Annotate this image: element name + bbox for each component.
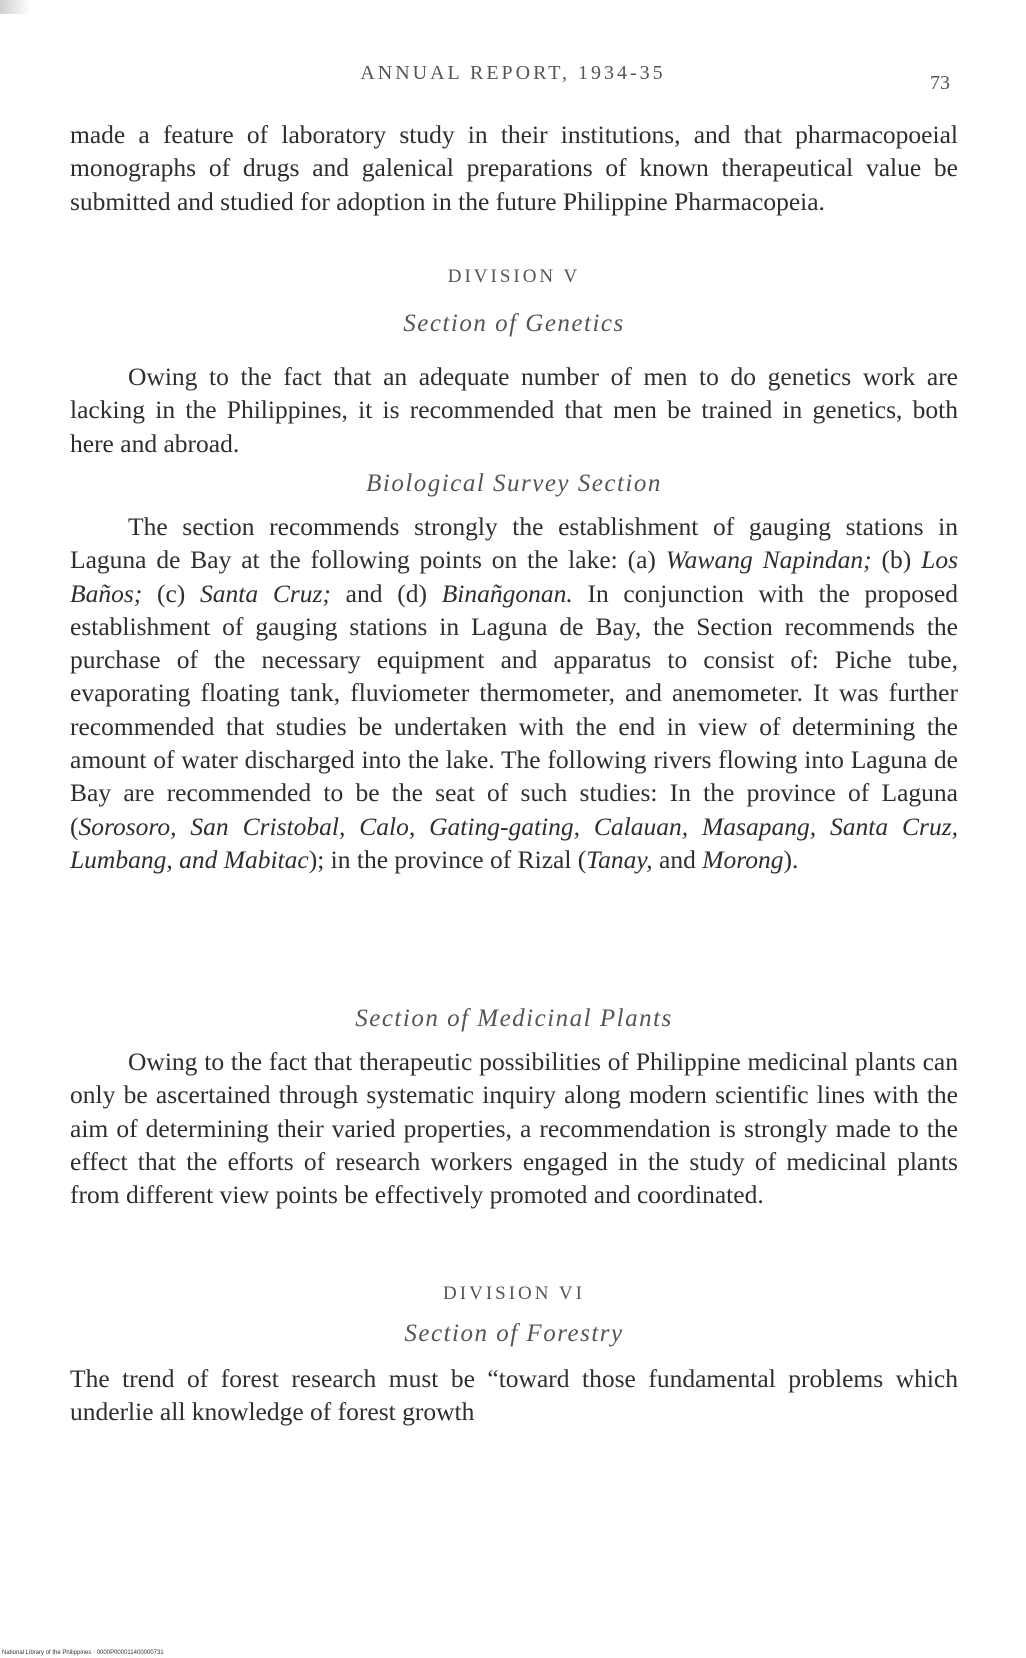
text-run: (c) [142, 578, 201, 608]
paragraph-3 [70, 510, 958, 876]
text-run: (b) [871, 545, 922, 575]
text-run: and (d) [330, 578, 442, 608]
place-name: Santa Cruz; [200, 578, 331, 608]
place-name: Binañgonan. [441, 578, 573, 608]
running-head: ANNUAL REPORT, 1934-35 [360, 62, 666, 84]
division-heading: DIVISION VI [443, 1283, 585, 1304]
section-heading-medicinal-plants: Section of Medicinal Plants [355, 1005, 673, 1032]
biological-body [70, 510, 958, 876]
section-medicinal-heading-block [70, 1005, 958, 1033]
river-names: Tanay, [586, 844, 653, 874]
paragraph-1: made a feature of laboratory study in their institutions, and that pharmacopoeial monographs of drugs and galenical preparations of known therapeutical value be submitted and studied for adoption in the future Philippine Pharmacopeia. [70, 120, 958, 216]
section-heading-biological-survey: Biological Survey Section [366, 470, 662, 497]
division-v-heading-block [70, 266, 958, 288]
text-run: In conjunction with the proposed establishment of gauging stations in Laguna de Bay, the Section recommends the purchase of the necessary equipment and apparatus to consist of: Piche tube, evaporating floating tank, fluviometer thermometer, and anemometer. It was further recommended that studies be undertaken with the end in view of determining the amount of water discharged into the lake. The following rivers flowing into Laguna de Bay are recommended to be the seat of such studies: In the province of Laguna ( [70, 578, 958, 841]
section-biological-heading-block [70, 470, 958, 498]
river-names: Morong [702, 844, 784, 874]
genetics-body [70, 360, 958, 460]
archive-footer: National Library of the Philippines · 0000P000011400000731 [2, 1650, 164, 1656]
text-run: ); in the province of Rizal ( [308, 844, 587, 874]
section-heading-forestry: Section of Forestry [404, 1320, 624, 1347]
text-run: ). [783, 844, 799, 874]
place-name: Wawang Napindan; [665, 545, 872, 575]
medicinal-body [70, 1045, 958, 1211]
section-genetics-heading-block [70, 310, 958, 338]
river-names: Sorosoro, San Cristobal, Calo, Gating-gating, Calauan, Masapang, Santa Cruz, Lumbang, and Mabitac [70, 811, 958, 874]
division-heading: DIVISION V [447, 266, 581, 287]
paragraph-continuation [70, 118, 958, 218]
section-forestry-heading-block [70, 1320, 958, 1348]
text-run: and [652, 844, 703, 874]
paragraph-5: The trend of forest research must be “toward those fundamental problems which underlie all knowledge of forest growth [70, 1364, 958, 1427]
paragraph-4: Owing to the fact that therapeutic possibilities of Philippine medicinal plants can only be ascertained through systematic inquiry along modern scientific lines with the aim of determining their varied properties, a recommendation is strongly made to the effect that the efforts of research workers engaged in the study of medicinal plants from different view points be effectively promoted and coordinated. [70, 1047, 958, 1210]
section-heading-genetics: Section of Genetics [403, 310, 625, 337]
scan-corner-mark [0, 0, 30, 14]
division-vi-heading-block [70, 1283, 958, 1305]
text-run: The section recommends strongly the establishment of gauging stations in Laguna de Bay at the following points on the lake: (a) [70, 512, 958, 575]
page-number: 73 [930, 72, 950, 94]
forestry-body [70, 1362, 958, 1429]
place-name: Los Baños; [70, 545, 958, 608]
paragraph-2: Owing to the fact that an adequate number of men to do genetics work are lacking in the Philippines, it is recommended that men be trained in genetics, both here and abroad. [70, 362, 958, 458]
